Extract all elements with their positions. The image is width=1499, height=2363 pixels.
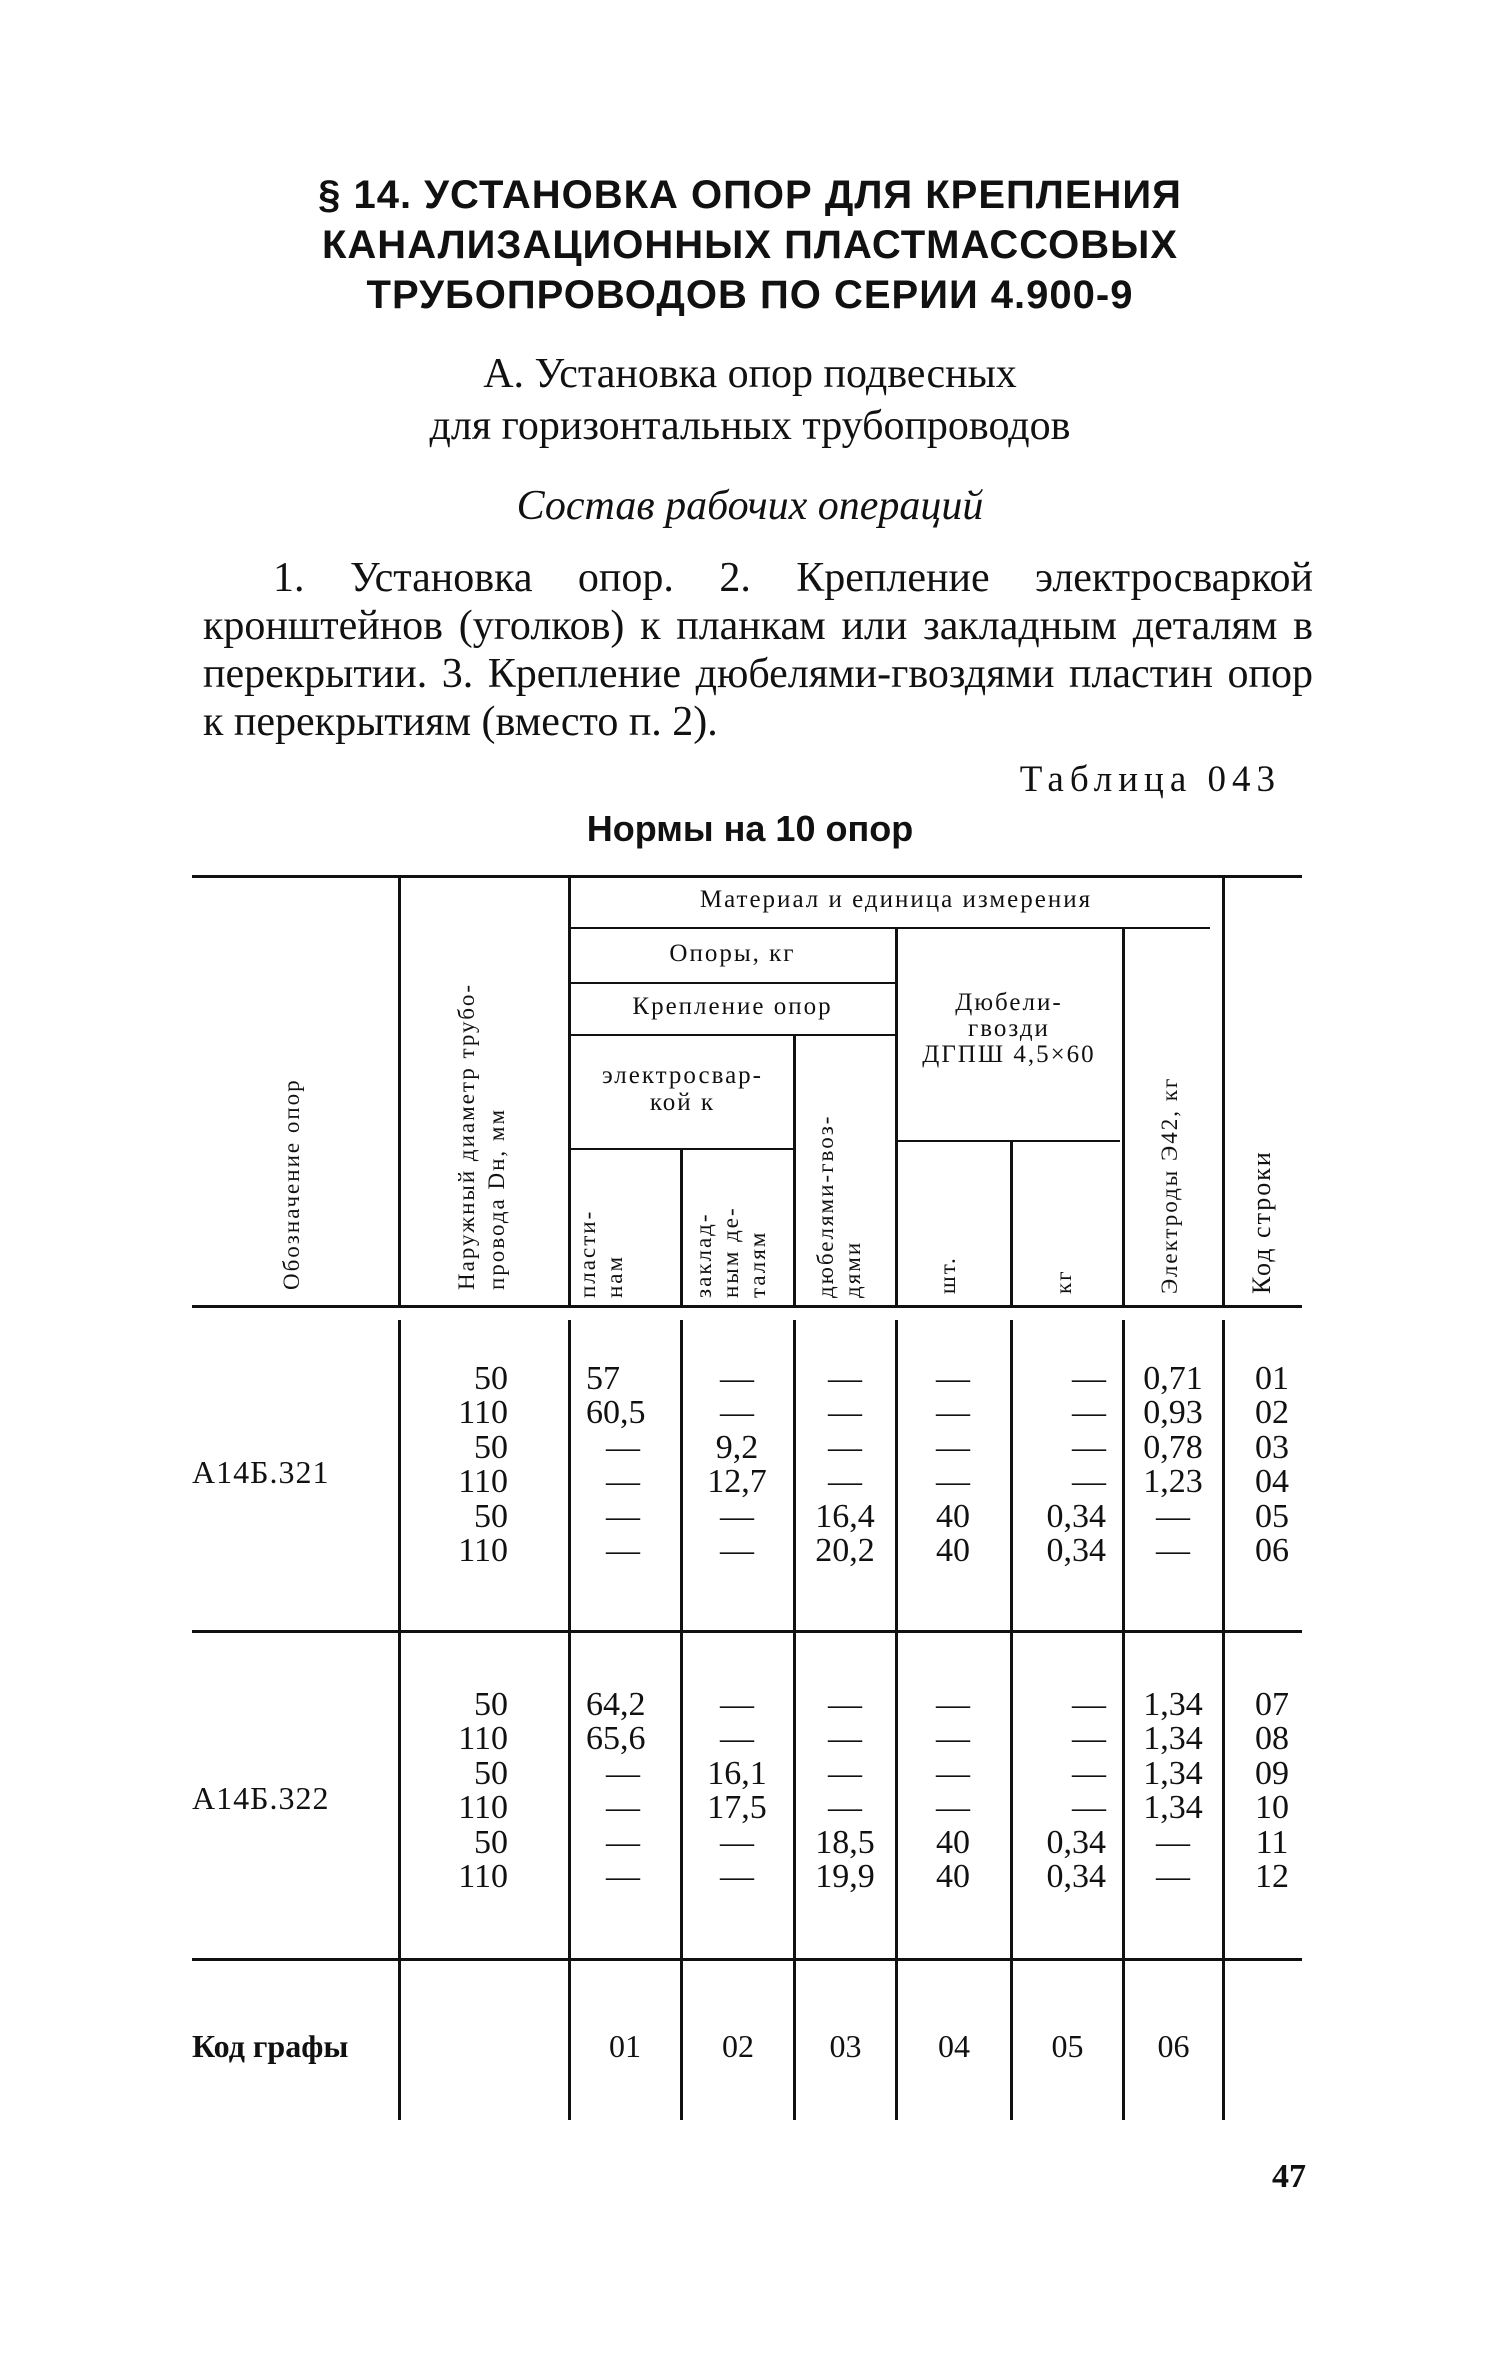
header-rule-material	[570, 927, 1210, 929]
page-number: 47	[1272, 2158, 1306, 2195]
cell-electrodes: 0,71	[1143, 1360, 1203, 1397]
cell-plates: 65,6	[586, 1720, 646, 1758]
header-rule-fastening	[570, 1034, 895, 1036]
cell-embedded: —	[720, 1720, 754, 1758]
cell-diameter: 50	[474, 1360, 508, 1397]
col-electrodes-group-1	[1126, 1362, 1220, 1568]
operations-text: 1. Установка опор. 2. Крепление электросваркой кронштейнов (уголков) к планкам или закладным деталям в перекрытии. 3. Крепление дюбелями-гвоздями пластин опор к перекрытиям (вместо п. 2).	[203, 555, 1313, 745]
cell-dowels: —	[828, 1463, 862, 1501]
cell-kg: 0,34	[1046, 1823, 1106, 1861]
column-code-03: 03	[829, 2028, 862, 2064]
cell-row-code: 08	[1255, 1720, 1289, 1758]
vrule-h-5	[895, 929, 898, 1305]
col-dowels-group-1	[797, 1362, 893, 1568]
header-diameter-line-2: провода Dн, мм	[484, 1107, 509, 1290]
col-row-code-group-2	[1226, 1688, 1318, 1894]
cell-row-code: 07	[1255, 1686, 1289, 1723]
column-code-06: 06	[1157, 2028, 1190, 2064]
cell-embedded: 16,1	[707, 1754, 767, 1792]
cell-dowels: 18,5	[815, 1823, 875, 1861]
cell-row-code: 02	[1255, 1394, 1289, 1432]
header-designation: Обозначение опор	[279, 1078, 304, 1290]
header-rule-dowel-nails	[898, 1140, 1120, 1142]
cell-electrodes: 0,78	[1143, 1428, 1203, 1466]
cell-electrodes: —	[1156, 1823, 1190, 1861]
header-dowels	[812, 1115, 866, 1298]
cell-diameter: 110	[458, 1857, 508, 1895]
cell-electrodes: —	[1156, 1497, 1190, 1535]
cell-dowels: 16,4	[815, 1497, 875, 1535]
col-pcs-group-2	[899, 1688, 1007, 1894]
cell-pcs: —	[936, 1360, 970, 1397]
cell-diameter: 50	[474, 1428, 508, 1466]
cell-pcs: —	[936, 1720, 970, 1758]
header-embedded-line-2: ным де-	[718, 1206, 743, 1298]
vrule-6	[1010, 1320, 1013, 2120]
cell-kg: —	[1072, 1789, 1106, 1827]
vrule-h-6	[1010, 1142, 1013, 1305]
col-diameter-group-1	[400, 1362, 508, 1568]
header-dowel-nails-line-2: гвозди	[968, 1015, 1050, 1042]
table-top-rule	[192, 875, 1302, 878]
cell-plates: —	[606, 1857, 640, 1895]
cell-plates: 60,5	[586, 1394, 646, 1432]
cell-embedded: —	[720, 1823, 754, 1861]
vrule-h-3	[680, 1148, 683, 1305]
col-diameter-group-2	[400, 1688, 508, 1894]
cell-row-code: 03	[1255, 1428, 1289, 1466]
cell-plates: —	[606, 1789, 640, 1827]
cell-dowels: —	[828, 1789, 862, 1827]
cell-electrodes: 1,34	[1143, 1686, 1203, 1723]
cell-plates: —	[606, 1463, 640, 1501]
vrule-h-7	[1122, 929, 1125, 1305]
header-plates-line-2: нам	[602, 1254, 627, 1298]
header-material-unit: Материал и единица измерения	[699, 886, 1093, 913]
cell-row-code: 06	[1255, 1531, 1289, 1569]
header-dowel-nails-line-1: Дюбели-	[955, 989, 1063, 1016]
header-row-code: Код строки	[1247, 1150, 1276, 1294]
subsection-title-line-2: для горизонтальных трубопроводов	[429, 403, 1071, 449]
cell-pcs: 40	[936, 1823, 970, 1861]
cell-embedded: —	[720, 1686, 754, 1723]
section-title-line-2: КАНАЛИЗАЦИОННЫХ ПЛАСТМАССОВЫХ	[322, 223, 1178, 267]
vrule-7	[1122, 1320, 1125, 2120]
col-electrodes-group-2	[1126, 1688, 1220, 1894]
cell-pcs: —	[936, 1686, 970, 1723]
header-dowel-nails-line-3: ДГПШ 4,5×60	[922, 1041, 1096, 1068]
col-embedded-group-2	[684, 1688, 790, 1894]
cell-plates: —	[606, 1823, 640, 1861]
header-kg: кг	[1051, 1269, 1076, 1294]
cell-dowels: 19,9	[815, 1857, 875, 1895]
column-code-05: 05	[1051, 2028, 1084, 2064]
vrule-h-1	[398, 878, 401, 1305]
cell-electrodes: —	[1156, 1857, 1190, 1895]
header-dowel-nails	[898, 990, 1120, 1068]
cell-pcs: —	[936, 1754, 970, 1792]
cell-embedded: —	[720, 1857, 754, 1895]
cell-row-code: 05	[1255, 1497, 1289, 1535]
cell-embedded: —	[720, 1497, 754, 1535]
header-embedded	[690, 1206, 771, 1298]
column-code-label: Код графы	[192, 2028, 349, 2064]
cell-row-code: 12	[1255, 1857, 1289, 1895]
column-code-02: 02	[722, 2028, 754, 2064]
cell-embedded: 12,7	[707, 1463, 767, 1501]
header-electrowelding-line-1: электросвар-	[601, 1062, 763, 1089]
cell-dowels: —	[828, 1754, 862, 1792]
vrule-5	[895, 1320, 898, 2120]
cell-diameter: 110	[458, 1720, 508, 1758]
cell-electrodes: 1,34	[1143, 1754, 1203, 1792]
header-fastening: Крепление опор	[632, 993, 833, 1020]
vrule-4	[793, 1320, 796, 2120]
cell-plates: —	[606, 1531, 640, 1569]
cell-kg: 0,34	[1046, 1497, 1106, 1535]
column-code-04: 04	[938, 2028, 970, 2064]
header-pcs: шт.	[935, 1256, 960, 1294]
header-diameter	[452, 983, 512, 1290]
vrule-8	[1222, 1320, 1225, 2120]
vrule-2	[568, 1320, 571, 2120]
column-code-01: 01	[609, 2028, 641, 2064]
header-plates	[574, 1210, 628, 1298]
cell-plates: —	[606, 1428, 640, 1466]
cell-diameter: 50	[474, 1686, 508, 1723]
table-caption: Нормы на 10 опор	[586, 808, 914, 849]
col-row-code-group-1	[1226, 1362, 1318, 1568]
cell-pcs: —	[936, 1394, 970, 1432]
cell-diameter: 50	[474, 1497, 508, 1535]
cell-kg: —	[1072, 1720, 1106, 1758]
operations-heading: Состав рабочих операций	[516, 483, 984, 529]
cell-electrodes: 1,23	[1143, 1463, 1203, 1501]
cell-electrodes: 0,93	[1143, 1394, 1203, 1432]
header-electrodes: Электроды Э42, кг	[1157, 1076, 1182, 1294]
cell-dowels: —	[828, 1720, 862, 1758]
cell-kg: 0,34	[1046, 1857, 1106, 1895]
cell-electrodes: 1,34	[1143, 1789, 1203, 1827]
col-pcs-group-1	[899, 1362, 1007, 1568]
vrule-h-8	[1222, 878, 1225, 1305]
cell-embedded: —	[720, 1360, 754, 1397]
group-separator-rule	[192, 1630, 1302, 1633]
header-electrowelding-line-2: кой к	[649, 1089, 716, 1116]
header-plates-line-1: пласти-	[575, 1209, 600, 1298]
section-title-line-3: ТРУБОПРОВОДОВ ПО СЕРИИ 4.900-9	[366, 273, 1134, 317]
cell-kg: —	[1072, 1394, 1106, 1432]
header-electrowelding	[570, 1062, 795, 1116]
cell-electrodes: 1,34	[1143, 1720, 1203, 1758]
cell-plates: —	[606, 1497, 640, 1535]
cell-diameter: 50	[474, 1823, 508, 1861]
footer-top-rule	[192, 1958, 1302, 1961]
col-dowels-group-2	[797, 1688, 893, 1894]
cell-row-code: 01	[1255, 1360, 1289, 1397]
cell-kg: —	[1072, 1463, 1106, 1501]
header-dowels-line-1: дюбелями-гвоз-	[813, 1114, 838, 1298]
cell-dowels: —	[828, 1394, 862, 1432]
header-embedded-line-1: заклад-	[691, 1212, 716, 1298]
header-bottom-rule	[192, 1305, 1302, 1308]
cell-diameter: 50	[474, 1754, 508, 1792]
cell-embedded: 9,2	[715, 1428, 759, 1466]
cell-plates: 64,2	[586, 1686, 646, 1723]
cell-dowels: —	[828, 1686, 862, 1723]
cell-diameter: 110	[458, 1789, 508, 1827]
cell-embedded: 17,5	[707, 1789, 767, 1827]
cell-plates: —	[606, 1754, 640, 1792]
designation-group-1: А14Б.321	[192, 1454, 330, 1490]
col-plates-group-1	[586, 1362, 676, 1568]
cell-row-code: 11	[1255, 1823, 1289, 1861]
cell-kg: —	[1072, 1686, 1106, 1723]
cell-row-code: 10	[1255, 1789, 1289, 1827]
cell-kg: —	[1072, 1428, 1106, 1466]
header-supports-kg: Опоры, кг	[669, 940, 796, 967]
cell-pcs: 40	[936, 1857, 970, 1895]
cell-dowels: —	[828, 1428, 862, 1466]
cell-embedded: —	[720, 1394, 754, 1432]
cell-plates: 57	[586, 1360, 620, 1397]
col-kg-group-1	[1014, 1362, 1106, 1568]
header-embedded-line-3: талям	[745, 1230, 770, 1298]
cell-pcs: —	[936, 1463, 970, 1501]
cell-pcs: —	[936, 1428, 970, 1466]
col-plates-group-2	[586, 1688, 676, 1894]
subsection-title	[300, 348, 1200, 452]
cell-dowels: —	[828, 1360, 862, 1397]
cell-kg: —	[1072, 1754, 1106, 1792]
header-dowels-line-2: дями	[840, 1240, 865, 1298]
cell-pcs: 40	[936, 1497, 970, 1535]
vrule-3	[680, 1320, 683, 2120]
cell-electrodes: —	[1156, 1531, 1190, 1569]
subsection-title-line-1: А. Установка опор подвесных	[483, 351, 1017, 397]
cell-pcs: —	[936, 1789, 970, 1827]
cell-diameter: 110	[458, 1463, 508, 1501]
header-diameter-line-1: Наружный диаметр трубо-	[454, 982, 479, 1290]
col-kg-group-2	[1014, 1688, 1106, 1894]
cell-diameter: 110	[458, 1531, 508, 1569]
table-number: Таблица 043	[1019, 759, 1281, 800]
cell-row-code: 09	[1255, 1754, 1289, 1792]
section-title	[300, 170, 1200, 320]
section-title-line-1: § 14. УСТАНОВКА ОПОР ДЛЯ КРЕПЛЕНИЯ	[318, 173, 1182, 217]
designation-group-2: А14Б.322	[192, 1780, 330, 1816]
cell-row-code: 04	[1255, 1463, 1289, 1501]
header-rule-supports	[570, 982, 895, 984]
cell-pcs: 40	[936, 1531, 970, 1569]
cell-diameter: 110	[458, 1394, 508, 1432]
cell-kg: 0,34	[1046, 1531, 1106, 1569]
cell-kg: —	[1072, 1360, 1106, 1397]
cell-embedded: —	[720, 1531, 754, 1569]
cell-dowels: 20,2	[815, 1531, 875, 1569]
col-embedded-group-1	[684, 1362, 790, 1568]
